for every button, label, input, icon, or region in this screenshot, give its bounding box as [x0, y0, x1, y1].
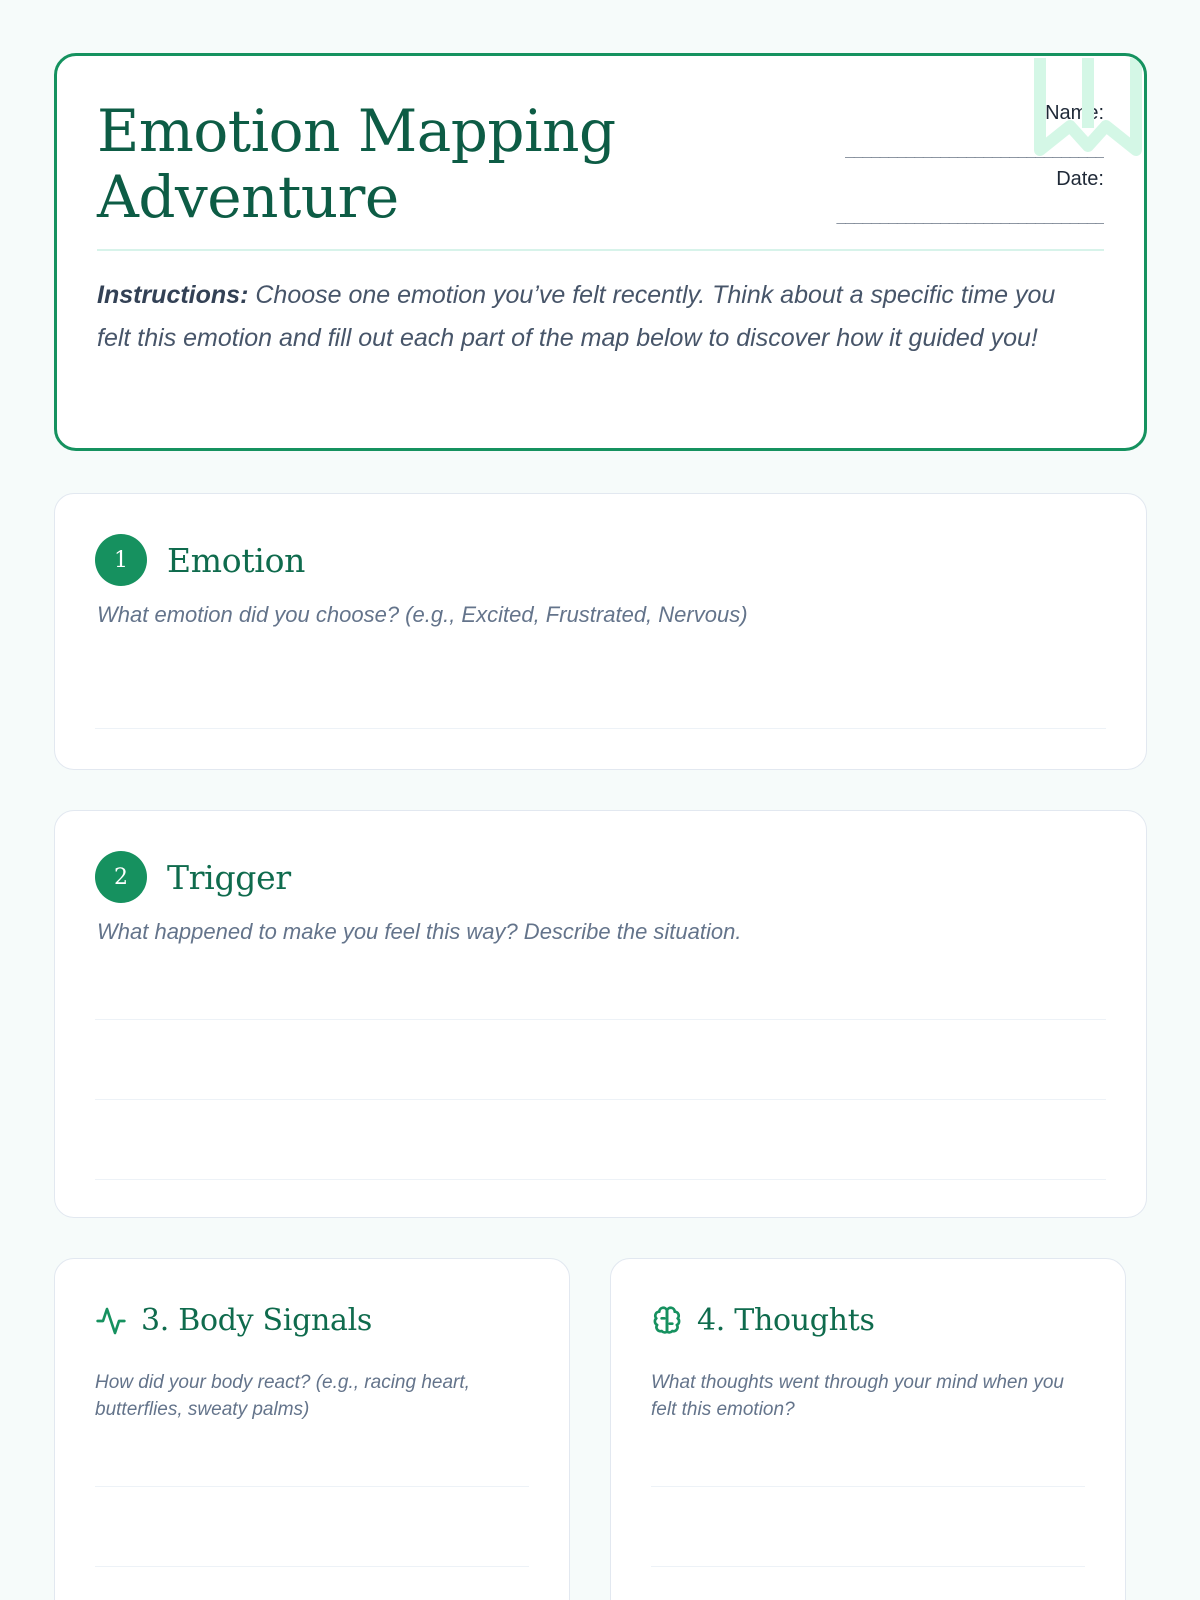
thoughts-answer-line[interactable] — [651, 1486, 1085, 1487]
step-badge-1: 1 — [95, 534, 147, 586]
activity-icon — [95, 1305, 127, 1337]
bookmark-decoration-icon — [1034, 58, 1142, 160]
thoughts-section — [610, 1258, 1126, 1600]
thoughts-header — [651, 1303, 875, 1338]
body-signals-section — [54, 1258, 570, 1600]
step-badge-2: 2 — [95, 851, 147, 903]
date-label: Date: — [1056, 168, 1104, 190]
body-signals-answer-line[interactable] — [95, 1566, 529, 1567]
header-card — [54, 53, 1147, 451]
date-field[interactable]: _______________________________ — [836, 205, 1104, 224]
trigger-answer-line[interactable] — [95, 1179, 1106, 1180]
instructions — [97, 274, 1084, 360]
title-line-1: Emotion Mapping — [97, 97, 616, 165]
body-signals-prompt: How did your body react? (e.g., racing heart, butterflies, sweaty palms) — [95, 1372, 470, 1420]
trigger-prompt: What happened to make you feel this way? Describe the situation. — [97, 919, 742, 944]
page-title — [97, 98, 717, 230]
trigger-header — [95, 851, 291, 903]
name-field[interactable]: ______________________________ — [845, 139, 1104, 158]
title-line-2: Adventure — [97, 163, 399, 231]
trigger-answer-line[interactable] — [95, 1019, 1106, 1020]
trigger-answer-line[interactable] — [95, 1099, 1106, 1100]
thoughts-title: 4. Thoughts — [697, 1303, 875, 1338]
instructions-text: Choose one emotion you’ve felt recently. Think about a specific time you felt this emotion and fill out each part of the map below to discover how it guided you! — [97, 281, 1056, 352]
body-signals-title: 3. Body Signals — [141, 1303, 373, 1338]
trigger-section — [54, 810, 1147, 1218]
emotion-answer-line[interactable] — [95, 728, 1106, 729]
body-signals-header — [95, 1303, 372, 1338]
header-divider — [97, 249, 1104, 251]
brain-icon — [651, 1305, 683, 1337]
instructions-label: Instructions: — [97, 281, 249, 309]
worksheet-page — [54, 53, 1147, 1420]
emotion-prompt: What emotion did you choose? (e.g., Excited, Frustrated, Nervous) — [97, 602, 748, 627]
emotion-title: Emotion — [167, 540, 306, 580]
name-label: Name: — [1045, 102, 1104, 124]
thoughts-prompt: What thoughts went through your mind when you felt this emotion? — [651, 1372, 1064, 1420]
body-signals-answer-line[interactable] — [95, 1486, 529, 1487]
thoughts-answer-line[interactable] — [651, 1566, 1085, 1567]
emotion-section — [54, 493, 1147, 770]
emotion-header — [95, 534, 305, 586]
trigger-title: Trigger — [167, 857, 291, 897]
